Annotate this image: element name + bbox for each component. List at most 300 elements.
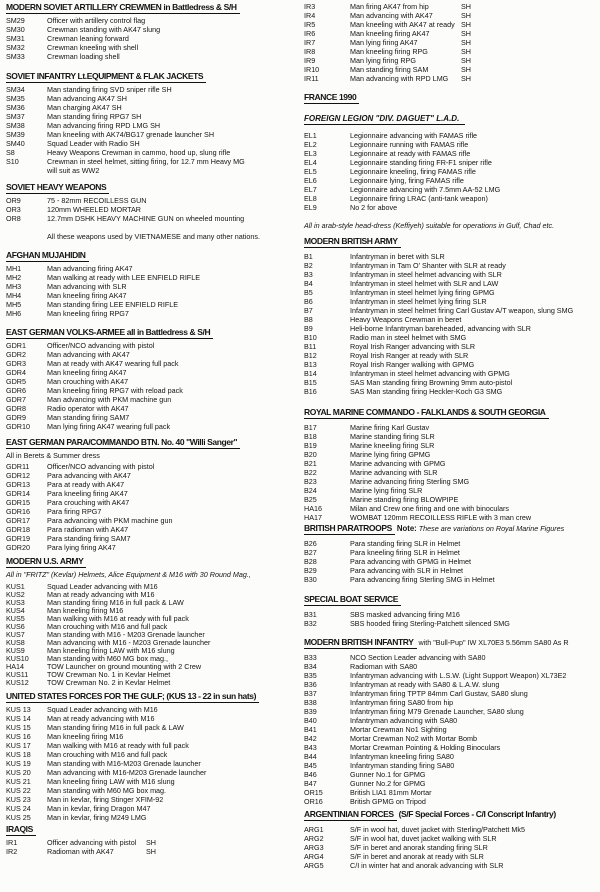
item-code: KUS12 [6,678,29,687]
item-description-wrap [47,157,245,166]
section-heading [304,808,596,821]
item-description-wrap [350,441,434,450]
item-description: Infantryman in Tam O' Shanter with SLR at ready [350,261,506,270]
item-description-wrap [47,121,160,130]
item-description: 120mm WHEELED MORTAR [47,205,141,214]
section-afghan-mujahidin [6,249,298,318]
item-description: Squad Leader advancing with M16 [47,705,158,714]
item-description: Man kneeling firing LAW with M16 slung [47,646,175,655]
item-code: GDR9 [6,413,26,422]
list-item [6,413,298,422]
list-item [6,480,298,489]
item-description: Mortar Crewman Pointing & Holding Binoculars [350,743,501,752]
item-code: B7 [304,306,313,315]
item-description: Man kneeling firing AK47 [47,368,127,377]
item-code: KUS 14 [6,714,31,723]
item-description-wrap [47,282,127,291]
item-description-wrap [350,47,471,56]
list-item [304,360,596,369]
item-code: GDR20 [6,543,30,552]
item-code: EL7 [304,185,317,194]
item-description-wrap [47,130,214,139]
item-code: KUS2 [6,590,25,599]
list-item [304,468,596,477]
item-code: GDR18 [6,525,30,534]
section-heading [6,436,298,449]
item-code: B26 [304,539,317,548]
item-code: MH2 [6,273,22,282]
item-code: SM32 [6,43,25,52]
item-description-wrap [350,140,468,149]
item-description: WOMBAT 120mm RECOILLESS RIFLE with 3 man crew [350,513,532,522]
item-description: Man lying firing AK47 wearing full pack [47,422,171,431]
item-code: MH3 [6,282,22,291]
list-item [6,768,298,777]
list-item [304,761,596,770]
item-description: Para crouching with AK47 [47,498,130,507]
item-code: B44 [304,752,317,761]
section-title: MODERN SOVIET ARTILLERY CREWMEN in Battledress & S/H [6,1,240,14]
item-code: B10 [304,333,317,342]
item-description: Radioman with AK47 [47,847,114,856]
section-title-suffix: (S/F Special Forces - C/I Conscript Infantry) [396,809,556,819]
item-description-wrap [350,387,502,396]
item-code: B29 [304,566,317,575]
section-title: FRANCE 1990 [304,91,359,104]
item-code: IR8 [304,47,316,56]
item-description: Man kneeling firing RPG7 with reload pack [47,386,183,395]
item-description: Man advancing firing RPD LMG SH [47,121,161,130]
list-item [304,423,596,432]
item-code: GDR12 [6,471,30,480]
item-description-wrap [350,680,499,689]
list-item [6,121,298,130]
item-code: KUS7 [6,630,25,639]
item-description-wrap [350,378,512,387]
list-item [6,34,298,43]
list-item [6,112,298,121]
item-description: Legionnaire lying, firing FAMAS rifle [350,176,464,185]
list-item [304,861,596,870]
item-code: KUS6 [6,622,25,631]
item-description: Man standing firing M16 in full pack & LAW [47,723,184,732]
list-item [304,74,596,83]
item-code: OR3 [6,205,21,214]
item-code: SM29 [6,16,25,25]
item-description: Man crouching with M16 and full pack [47,750,168,759]
item-code: OR16 [304,797,323,806]
item-description-wrap [47,525,128,534]
section-heading [304,91,596,104]
item-code: GDR10 [6,422,30,431]
item-code: B36 [304,680,317,689]
item-description-wrap [350,743,500,752]
section-heading [6,690,298,703]
item-tag: SH [461,29,471,38]
item-code: B5 [304,288,313,297]
item-tag: SH [146,847,156,856]
item-description-wrap [350,342,475,351]
item-description-wrap [350,504,509,513]
item-description-wrap [47,813,146,822]
section-title-suffix: with "Bull-Pup" IW XL70E3 5.56mm SA80 As R [418,638,569,647]
item-description-wrap [350,20,471,29]
list-item [6,386,298,395]
item-tag: SH [461,47,471,56]
item-description-wrap [47,786,166,795]
list-item [304,779,596,788]
list-item [304,279,596,288]
item-description: SAS Man standing firing Browning 9mm auto-pistol [350,378,513,387]
item-code: B11 [304,342,317,351]
item-code: ARG4 [304,852,324,861]
section-heading [304,593,596,606]
item-description: Infantryman firing TPTP 84mm Carl Gustav, SA80 slung [350,689,528,698]
item-description: Para advancing with AK47 [47,471,131,480]
item-description: Man kneeling firing RPG [350,47,428,56]
item-description: Man at ready advancing with M16 [47,590,155,599]
item-description: Royal Irish Ranger walking with GPMG [350,360,475,369]
list-item [304,539,596,548]
item-description: Man kneeling with AK47 at ready [350,20,455,29]
item-code: B27 [304,548,317,557]
item-code: SM33 [6,52,25,61]
section-title: ROYAL MARINE COMMANDO - FALKLANDS & SOUTH GEORGIA [304,406,549,419]
item-code: IR4 [304,11,316,20]
item-description: Man in kevlar, firing Dragon M47 [47,804,151,813]
list-item [6,516,298,525]
item-description-wrap [47,804,150,813]
list-item [304,450,596,459]
item-code: B4 [304,279,313,288]
item-description: Man kneeling firing M16 [47,606,124,615]
item-tag: SH [461,56,471,65]
item-description: Man advancing with SLR [47,282,127,291]
item-code: KUS5 [6,614,25,623]
item-tag: SH [461,2,471,11]
list-item [6,43,298,52]
item-description: TOW Crewman No. 2 in Kevlar Helmet [47,678,171,687]
item-description-wrap [47,139,140,148]
list-item [6,130,298,139]
section-heading [304,522,596,535]
item-code: OR9 [6,196,21,205]
item-description-wrap [47,112,141,121]
item-description: TOW Crewman No. 1 in Kevlar Helmet [47,670,171,679]
item-description: Marine lying firing SLR [350,486,423,495]
item-code: KUS 23 [6,795,31,804]
section-heading [6,249,298,262]
item-description: Man crouching with M16 and full pack [47,622,168,631]
list-item [6,507,298,516]
list-item [6,94,298,103]
item-description: Man standing firing SAM7 [47,413,130,422]
section-special-boat-service [304,593,596,628]
item-description: Crewman loading shell [47,52,120,61]
item-description: Man firing AK47 from hip [350,2,429,11]
item-description-wrap [47,300,178,309]
section-iraqis-continued [304,2,596,83]
section-footnote: All these weapons used by VIETNAMESE and many other nations. [47,232,260,241]
right-column [304,0,596,892]
item-description: SBS masked advancing firing M16 [350,610,460,619]
item-description-wrap [350,158,492,167]
item-description-wrap [350,252,445,261]
item-code: B3 [304,270,313,279]
item-code: B40 [304,716,317,725]
item-code: B43 [304,743,317,752]
item-description: Infantryman in steel helmet firing Carl Gustav A/T weapon, slung SMG [350,306,574,315]
item-description-wrap [47,679,170,687]
list-item [6,786,298,795]
item-description: Officer with artillery control flag [47,16,146,25]
list-item [304,369,596,378]
item-description-wrap [350,770,426,779]
item-code: EL1 [304,131,317,140]
item-tag: SH [461,11,471,20]
item-code: EL6 [304,176,317,185]
section-title: BRITISH PARATROOPS [304,522,395,535]
item-description-wrap [350,56,471,65]
item-description: Heavy Weapons Crewman in beret [350,315,462,324]
list-item [304,557,596,566]
item-description: Marine lying firing GPMG [350,450,431,459]
note-label: Note: [396,524,417,533]
list-item [6,309,298,318]
item-code: KUS 16 [6,732,31,741]
section-iraqis [6,823,298,856]
item-description-wrap [47,413,129,422]
section-modern-soviet-artillery-crewmen-in-battl [6,1,298,61]
list-item [304,140,596,149]
item-code: OR15 [304,788,323,797]
list-item [304,619,596,628]
section-france-1990 [304,91,596,231]
list-item [304,716,596,725]
item-code: IR10 [304,65,320,74]
item-code: B33 [304,653,317,662]
item-description-wrap [350,619,510,628]
item-description-wrap [350,843,488,852]
item-description-wrap [47,25,160,34]
item-description: Man in kevlar, firing Stinger XFIM-92 [47,795,164,804]
item-code: KUS1 [6,582,25,591]
list-item [304,734,596,743]
item-description-wrap [350,716,457,725]
item-code: B38 [304,698,317,707]
item-description-wrap [47,52,120,61]
item-description-wrap [47,205,141,214]
item-code: KUS 15 [6,723,31,732]
item-description: Crewman in steel helmet, sitting firing, for 12.7 mm Heavy MG [47,157,245,166]
item-description-wrap [350,261,506,270]
item-description-wrap [47,714,154,723]
item-code: EL4 [304,158,317,167]
item-description: Infantryman in steel helmet lying firing GPMG [350,288,495,297]
item-code: KUS10 [6,654,29,663]
item-description: 12.7mm DSHK HEAVY MACHINE GUN on wheeled mounting [47,214,245,223]
list-item [304,495,596,504]
list-item [6,350,298,359]
list-item [304,743,596,752]
item-description: Man kneeling firing AK47 [350,29,430,38]
item-code: EL5 [304,167,317,176]
item-code: EL9 [304,203,317,212]
item-description-wrap [47,148,230,157]
list-item [6,264,298,273]
item-code: IR7 [304,38,316,47]
list-item [6,498,298,507]
item-description-wrap [350,486,422,495]
item-code: SM37 [6,112,25,121]
item-code: GDR1 [6,341,26,350]
list-item [6,489,298,498]
list-item [304,834,596,843]
item-description-wrap [350,459,445,468]
list-item [304,725,596,734]
item-code: IR9 [304,56,316,65]
item-description-wrap [47,705,158,714]
item-description-wrap [350,423,429,432]
list-item [6,723,298,732]
item-description: Para kneeling firing AK47 [47,489,128,498]
item-description-wrap [350,351,468,360]
item-code: B37 [304,689,317,698]
item-description: Para firing RPG7 [47,507,102,516]
item-description-wrap [47,741,189,750]
item-description-wrap [47,94,127,103]
item-description: Marine firing Karl Gustav [350,423,430,432]
section-heading [6,555,298,568]
item-code: B15 [304,378,317,387]
list-item [6,525,298,534]
item-description: Man standing with M16 - M203 Grenade launcher [47,630,205,639]
item-description-wrap [350,131,477,140]
section-heading [304,406,596,419]
item-code: B25 [304,495,317,504]
item-description-wrap [350,432,435,441]
item-code: KUS 21 [6,777,31,786]
list-item [6,422,298,431]
list-item [304,324,596,333]
list-item [304,342,596,351]
list-item [6,534,298,543]
item-description: Marine advancing with GPMG [350,459,446,468]
item-code: ARG3 [304,843,324,852]
list-item [304,459,596,468]
item-description-wrap [47,377,128,386]
item-description-wrap [47,498,129,507]
item-code: GDR13 [6,480,30,489]
list-item [304,288,596,297]
item-code: B31 [304,610,317,619]
list-item [304,387,596,396]
item-description: Man standing with M16-M203 Grenade launcher [47,759,201,768]
item-description-continued: will suit as WW2 [47,166,100,175]
section-title: SPECIAL BOAT SERVICE [304,593,401,606]
item-description: Para advancing firing Sterling SMG in Helmet [350,575,495,584]
list-item [304,788,596,797]
list-item [304,843,596,852]
item-description-wrap [350,575,495,584]
item-description: Squad Leader advancing with M16 [47,582,158,591]
item-description: Infantryman standing firing SA80 [350,761,455,770]
item-description: Man kneeling firing LAW with M16 slung [47,777,175,786]
left-column [6,0,298,892]
item-code: OR8 [6,214,21,223]
item-code: KUS 22 [6,786,31,795]
item-description-wrap [350,734,477,743]
list-item [304,29,596,38]
item-code: KUS 24 [6,804,31,813]
section-heading [304,636,596,649]
item-description: Milan and Crew one firing and one with binoculars [350,504,510,513]
item-description-wrap [350,662,417,671]
item-description: Marine advancing firing Sterling SMG [350,477,470,486]
item-code: EL2 [304,140,317,149]
item-description-wrap [47,395,171,404]
item-description-wrap [47,534,131,543]
item-code: MH5 [6,300,22,309]
item-code: SM39 [6,130,25,139]
item-code: GDR7 [6,395,26,404]
item-code: GDR16 [6,507,30,516]
item-code: KUS 17 [6,741,31,750]
item-description-wrap [350,11,471,20]
list-item [304,662,596,671]
list-item [304,333,596,342]
list-item [6,462,298,471]
item-description-wrap [350,297,487,306]
list-item [304,252,596,261]
item-description-wrap [47,214,244,223]
list-item [304,65,596,74]
item-description-wrap [350,610,460,619]
item-description: Man kneeling firing M16 [47,732,124,741]
item-code: KUS 18 [6,750,31,759]
item-code: B32 [304,619,317,628]
item-code: KUS8 [6,638,25,647]
item-description: Royal Irish Ranger advancing with SLR [350,342,476,351]
item-code: SM35 [6,94,25,103]
section-modern-british-army [304,235,596,396]
item-description-wrap [350,825,525,834]
item-description: Man advancing firing AK47 [47,264,133,273]
item-description: S/F in beret and anorak at ready with SLR [350,852,484,861]
item-code: HA17 [304,513,322,522]
section-soviet-heavy-weapons [6,181,298,242]
list-item [6,148,298,157]
item-code: MH6 [6,309,22,318]
item-description-wrap [350,797,426,806]
item-description-wrap [350,689,528,698]
item-description: Infantryman firing M79 Grenade Launcher, SA80 slung [350,707,524,716]
section-soviet-infantry-lt-equipment-flak-jacket [6,70,298,175]
item-code: EL8 [304,194,317,203]
list-item [304,513,596,522]
section-modern-u-s-army [6,555,298,687]
item-description: S/F in wool hat, duvet jacket walking with SLR [350,834,497,843]
list-item [6,777,298,786]
section-title: EAST GERMAN VOLKS-ARMEE all in Battledress & S/H [6,326,213,339]
list-item [6,471,298,480]
item-code: KUS 19 [6,759,31,768]
item-description: NCO Section Leader advancing with SA80 [350,653,486,662]
list-item [304,306,596,315]
item-description: Crewman kneeling with shell [47,43,139,52]
section-modern-british-infantry [304,636,596,806]
item-description: Para advancing with GPMG in Helmet [350,557,472,566]
